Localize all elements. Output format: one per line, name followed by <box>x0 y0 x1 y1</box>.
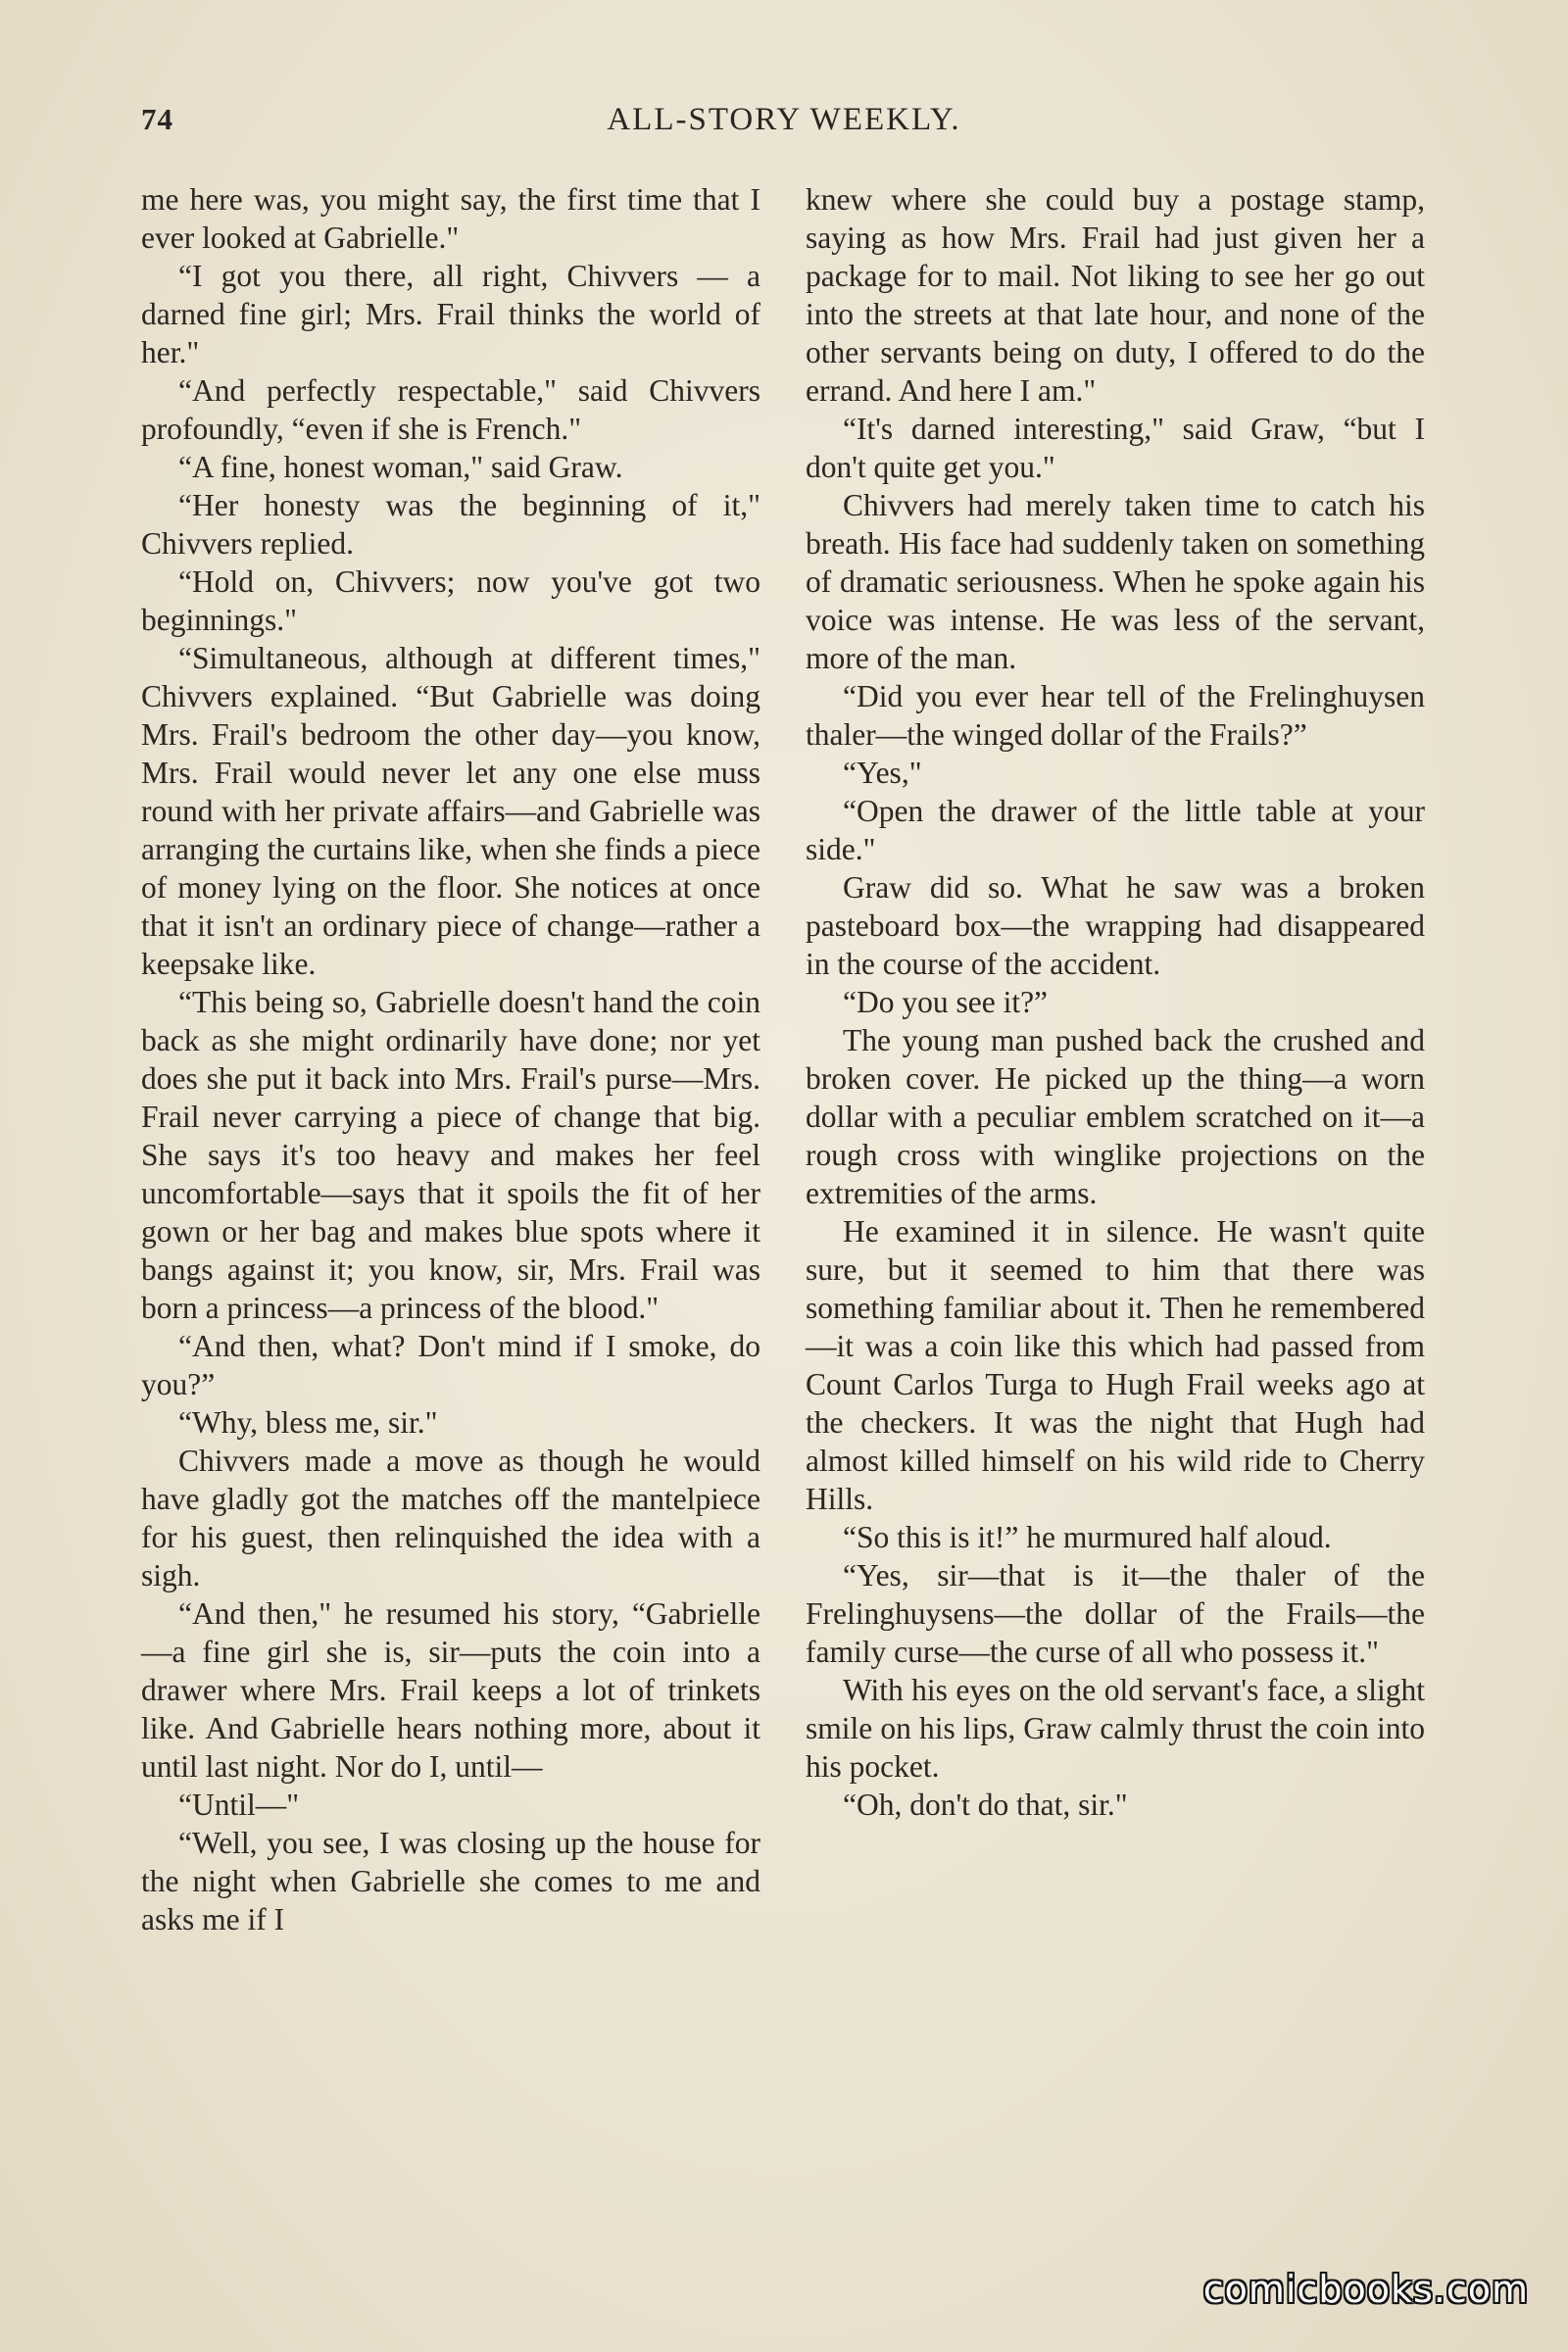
paragraph: “I got you there, all right, Chivvers — a darned fine girl; Mrs. Frail thinks the world of her." <box>141 259 760 369</box>
paragraph: “Did you ever hear tell of the Frelinghuysen thaler—the winged dollar of the Frails?” <box>806 679 1425 752</box>
right-column <box>806 180 1425 1824</box>
left-column <box>141 180 760 1938</box>
paragraph: me here was, you might say, the first time that I ever looked at Gabrielle." <box>141 182 760 255</box>
paragraph: “Why, bless me, sir." <box>178 1405 438 1440</box>
paragraph: “So this is it!” he murmured half aloud. <box>843 1520 1332 1554</box>
paragraph: “Until—" <box>178 1788 300 1822</box>
paragraph: The young man pushed back the crushed and broken cover. He picked up the thing—a worn dollar with a peculiar emblem scratched on it—a rough cross with winglike projections on the extremities of the arms. <box>806 1023 1425 1210</box>
paragraph: “Yes, sir—that is it—the thaler of the Frelinghuysens—the dollar of the Frails—the family curse—the curse of all who possess it." <box>806 1558 1425 1669</box>
paragraph: “Open the drawer of the little table at your side." <box>806 794 1425 866</box>
paragraph: “Hold on, Chivvers; now you've got two beginnings." <box>141 564 760 637</box>
paragraph: Chivvers made a move as though he would have gladly got the matches off the mantelpiece for his guest, then relinquished the idea with a sigh. <box>141 1444 760 1592</box>
paragraph: “Oh, don't do that, sir." <box>843 1788 1128 1822</box>
paragraph: “Her honesty was the beginning of it," Chivvers replied. <box>141 488 760 561</box>
paragraph: “A fine, honest woman," said Graw. <box>178 450 623 484</box>
paragraph: “Do you see it?” <box>843 985 1049 1019</box>
paragraph: Chivvers had merely taken time to catch his breath. His face had suddenly taken on something of dramatic seriousness. When he spoke again his voice was intense. He was less of the servant, more of the man. <box>806 488 1425 675</box>
page-number: 74 <box>141 102 173 136</box>
paragraph: “Well, you see, I was closing up the house for the night when Gabrielle she comes to me and asks me if I <box>141 1826 760 1936</box>
paragraph: “Simultaneous, although at different times," Chivvers explained. “But Gabrielle was doing Mrs. Frail's bedroom the other day—you know, Mrs. Frail would never let any one else muss round with her private affairs—and Gabrielle was arranging the curtains like, when she finds a piece of money lying on the floor. She notices at once that it isn't an ordinary piece of change—rather a keepsake like. <box>141 641 760 981</box>
paragraph: “And then," he resumed his story, “Gabrielle—a fine girl she is, sir—puts the coin into a drawer where Mrs. Frail keeps a lot of trinkets like. And Gabrielle hears nothing more, about it until last night. Nor do I, until— <box>141 1596 760 1784</box>
paragraph: “It's darned interesting," said Graw, “but I don't quite get you." <box>806 412 1425 484</box>
paragraph: Graw did so. What he saw was a broken pasteboard box—the wrapping had disappeared in the course of the accident. <box>806 870 1425 981</box>
watermark: comicbooks.com <box>1202 2268 1529 2311</box>
running-head: ALL-STORY WEEKLY. <box>607 102 961 137</box>
paragraph: “And then, what? Don't mind if I smoke, do you?” <box>141 1329 760 1401</box>
paragraph: With his eyes on the old servant's face, a slight smile on his lips, Graw calmly thrust the coin into his pocket. <box>806 1673 1425 1784</box>
paragraph: He examined it in silence. He wasn't quite sure, but it seemed to him that there was something familiar about it. Then he remembered—it was a coin like this which had passed from Count Carlos Turga to Hugh Frail weeks ago at the checkers. It was the night that Hugh had almost killed himself on his wild ride to Cherry Hills. <box>806 1214 1425 1516</box>
paragraph: “This being so, Gabrielle doesn't hand the coin back as she might ordinarily have done; nor yet does she put it back into Mrs. Frail's purse—Mrs. Frail never carrying a piece of change that big. She says it's too heavy and makes her feel uncomfortable—says that it spoils the fit of her gown or her bag and makes blue spots where it bangs against it; you know, sir, Mrs. Frail was born a princess—a princess of the blood." <box>141 985 760 1325</box>
page-header <box>141 102 1427 149</box>
paragraph: knew where she could buy a postage stamp, saying as how Mrs. Frail had just given her a package for to mail. Not liking to see her go out into the streets at that late hour, and none of the other servants being on duty, I offered to do the errand. And here I am." <box>806 182 1425 408</box>
paragraph: “And perfectly respectable," said Chivvers profoundly, “even if she is French." <box>141 373 760 446</box>
paragraph: “Yes," <box>843 756 922 790</box>
